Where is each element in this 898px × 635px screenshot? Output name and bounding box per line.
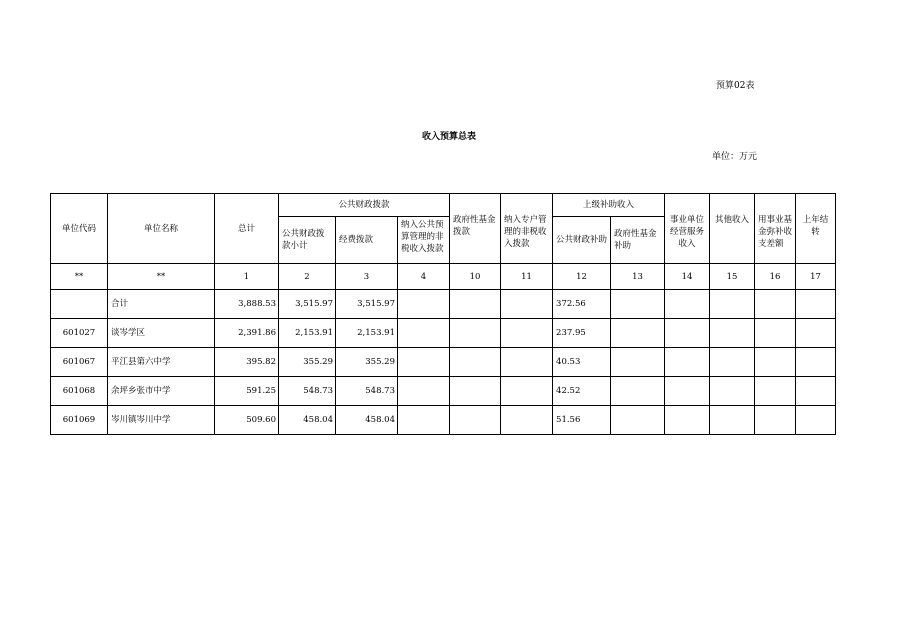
page-title: 收入预算总表: [421, 132, 476, 142]
cell-fund-gap: [755, 348, 796, 377]
cell-fund-gap: [755, 377, 796, 406]
cell-superior-public: 237.95: [553, 319, 611, 348]
cell-non-tax-special: [501, 406, 553, 435]
index-cell: 3: [336, 264, 398, 290]
cell-business: [665, 348, 710, 377]
header-gov-fund: 政府性基金拨款: [450, 194, 501, 264]
cell-non-tax-special: [501, 319, 553, 348]
cell-non-tax-public: [398, 406, 450, 435]
cell-business: [665, 319, 710, 348]
table-row: [51, 406, 836, 435]
table-row-total: [51, 290, 836, 319]
cell-non-tax-public: [398, 319, 450, 348]
cell-gov-fund: [450, 406, 501, 435]
cell-non-tax-public: [398, 290, 450, 319]
header-superior-subsidy-group: 上级补助收入: [553, 194, 665, 217]
cell-other: [710, 319, 755, 348]
cell-code: 601069: [51, 406, 108, 435]
cell-subtotal: 355.29: [279, 348, 336, 377]
index-row: [51, 264, 836, 290]
table-row: [51, 377, 836, 406]
cell-fund-gap: [755, 319, 796, 348]
cell-superior-public: 51.56: [553, 406, 611, 435]
header-non-tax-special: 纳入专户管理的非税收入拨款: [501, 194, 553, 264]
index-cell: 11: [501, 264, 553, 290]
cell-superior-public: 40.53: [553, 348, 611, 377]
cell-other: [710, 348, 755, 377]
form-code: 预算02表: [716, 81, 755, 91]
cell-name: 余坪乡张市中学: [108, 377, 215, 406]
cell-non-tax-special: [501, 290, 553, 319]
cell-operating: 458.04: [336, 406, 398, 435]
cell-superior-fund: [611, 319, 665, 348]
header-carryover: 上年结转: [796, 194, 836, 264]
index-cell: 10: [450, 264, 501, 290]
cell-name: 谈岑学区: [108, 319, 215, 348]
table-row: [51, 319, 836, 348]
header-operating-funds: 经费拨款: [336, 217, 398, 264]
index-cell: 14: [665, 264, 710, 290]
cell-total: 395.82: [215, 348, 279, 377]
cell-subtotal: 548.73: [279, 377, 336, 406]
cell-superior-fund: [611, 290, 665, 319]
cell-name: 平江县第六中学: [108, 348, 215, 377]
cell-code: 601027: [51, 319, 108, 348]
cell-carryover: [796, 290, 836, 319]
index-cell: **: [108, 264, 215, 290]
cell-carryover: [796, 377, 836, 406]
cell-superior-public: 372.56: [553, 290, 611, 319]
header-superior-public-finance: 公共财政补助: [553, 217, 611, 264]
header-public-finance-group: 公共财政拨款: [279, 194, 450, 217]
cell-non-tax-special: [501, 348, 553, 377]
cell-code: 601068: [51, 377, 108, 406]
cell-operating: 3,515.97: [336, 290, 398, 319]
cell-operating: 548.73: [336, 377, 398, 406]
cell-name: 合计: [108, 290, 215, 319]
cell-operating: 355.29: [336, 348, 398, 377]
header-other-income: 其他收入: [710, 194, 755, 264]
cell-operating: 2,153.91: [336, 319, 398, 348]
header-business-fund-gap: 用事业基金弥补收支差额: [755, 194, 796, 264]
cell-subtotal: 3,515.97: [279, 290, 336, 319]
cell-total: 3,888.53: [215, 290, 279, 319]
cell-name: 岑川镇岑川中学: [108, 406, 215, 435]
cell-fund-gap: [755, 290, 796, 319]
header-unit-name: 单位名称: [108, 194, 215, 264]
cell-superior-fund: [611, 406, 665, 435]
cell-gov-fund: [450, 290, 501, 319]
cell-other: [710, 377, 755, 406]
index-cell: 17: [796, 264, 836, 290]
cell-total: 509.60: [215, 406, 279, 435]
table-row: [51, 348, 836, 377]
index-cell: **: [51, 264, 108, 290]
cell-superior-fund: [611, 377, 665, 406]
header-non-tax-public-budget: 纳入公共预算管理的非税收入拨款: [398, 217, 450, 264]
cell-carryover: [796, 348, 836, 377]
cell-gov-fund: [450, 348, 501, 377]
cell-non-tax-special: [501, 377, 553, 406]
index-cell: 2: [279, 264, 336, 290]
index-cell: 15: [710, 264, 755, 290]
header-public-finance-subtotal: 公共财政拨款小计: [279, 217, 336, 264]
index-cell: 4: [398, 264, 450, 290]
cell-subtotal: 458.04: [279, 406, 336, 435]
cell-code: [51, 290, 108, 319]
cell-business: [665, 406, 710, 435]
cell-other: [710, 290, 755, 319]
index-cell: 13: [611, 264, 665, 290]
cell-code: 601067: [51, 348, 108, 377]
cell-other: [710, 406, 755, 435]
index-cell: 1: [215, 264, 279, 290]
header-total: 总计: [215, 194, 279, 264]
cell-superior-fund: [611, 348, 665, 377]
cell-fund-gap: [755, 406, 796, 435]
cell-superior-public: 42.52: [553, 377, 611, 406]
index-cell: 16: [755, 264, 796, 290]
cell-carryover: [796, 319, 836, 348]
cell-carryover: [796, 406, 836, 435]
index-cell: 12: [553, 264, 611, 290]
header-unit-code: 单位代码: [51, 194, 108, 264]
cell-business: [665, 377, 710, 406]
cell-subtotal: 2,153.91: [279, 319, 336, 348]
unit-label: 单位：万元: [712, 152, 758, 162]
cell-business: [665, 290, 710, 319]
cell-non-tax-public: [398, 348, 450, 377]
cell-gov-fund: [450, 319, 501, 348]
cell-total: 591.25: [215, 377, 279, 406]
cell-total: 2,391.86: [215, 319, 279, 348]
cell-gov-fund: [450, 377, 501, 406]
header-business-service: 事业单位经营服务收入: [665, 194, 710, 264]
header-superior-gov-fund: 政府性基金补助: [611, 217, 665, 264]
income-budget-table: [50, 193, 836, 435]
cell-non-tax-public: [398, 377, 450, 406]
